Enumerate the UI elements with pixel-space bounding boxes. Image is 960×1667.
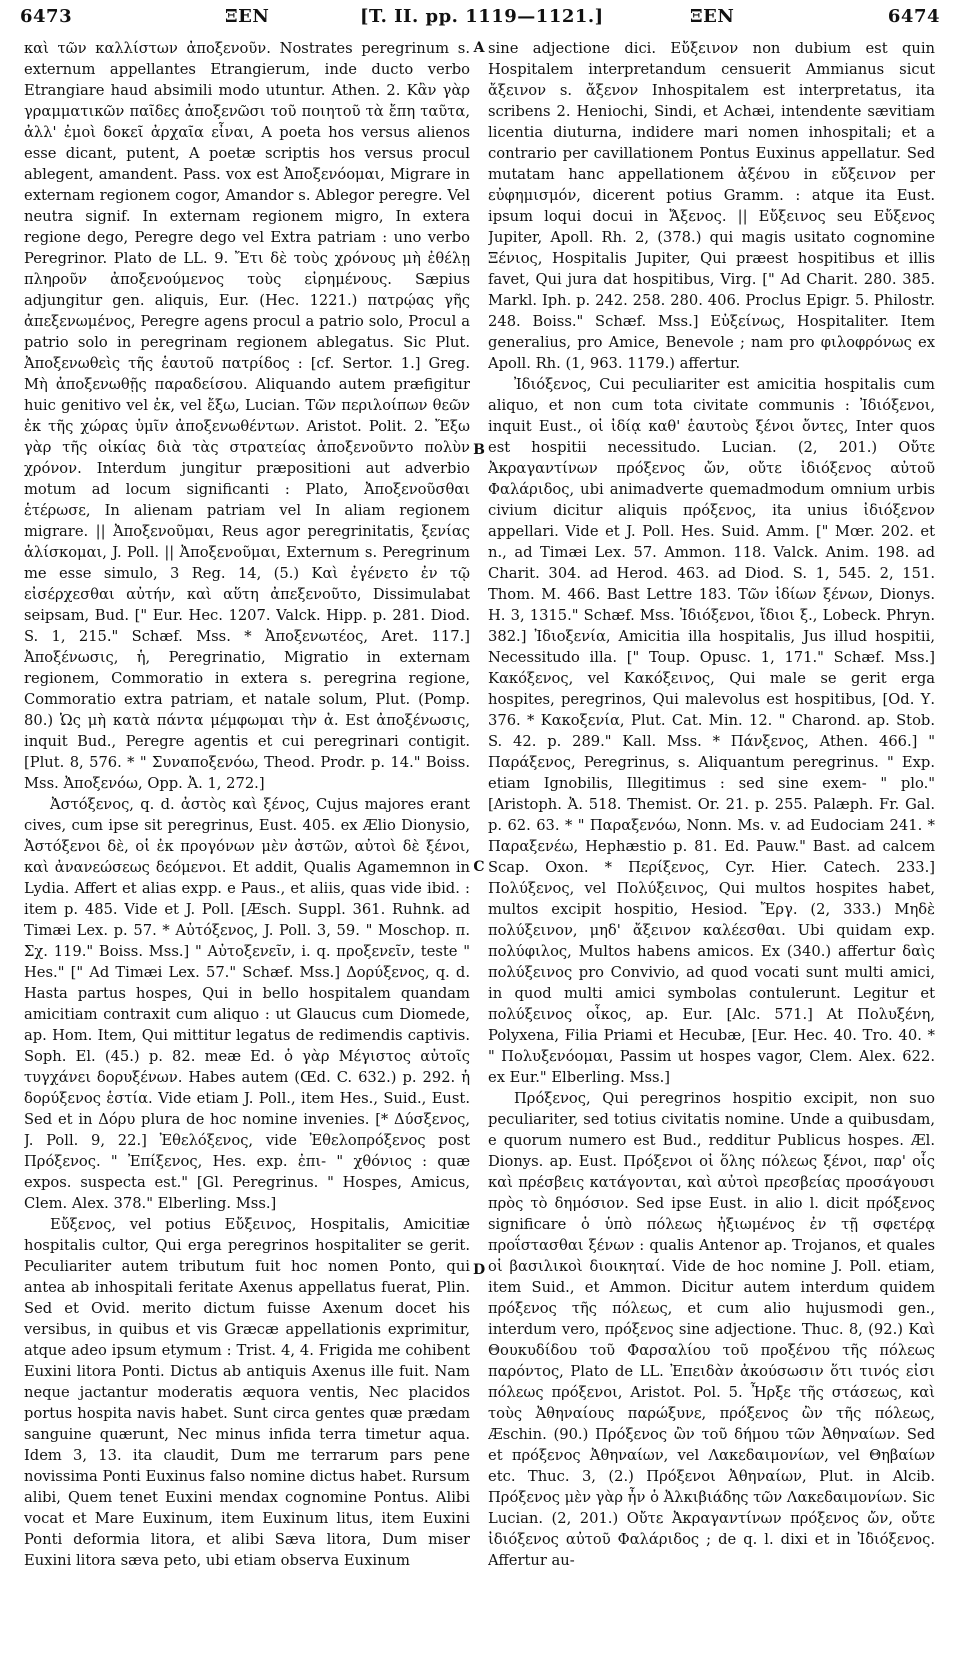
volume-reference: [T. II. pp. 1119—1121.] — [360, 6, 604, 27]
entry-euxeinos-continued: sine adjectione dici. Εὔξεινον non dubium est quin Hospitalem interpretandum censuerit Ammianus sicut ἄξεινον s. ἄξενον Inhospitalem est interpretatus, ita scribens 2. Heniochi, Sindi, et Achæi, intendente sævitiam licentia diuturna, indidere mari nomen inhospitali; et a contrario per cavillationem Pontus Euxinus appellatur. Sed mutatam hanc appellationem ἀξένου in εὔξεινον per εὐφημισμόν, dicerent potius Gramm. : atque ita Eust. ipsum loqui docui in Ἄξενος. || Εὔξεινος seu Εὔξενος Jupiter, Apoll. Rh. 2, (378.) qui magis usitato cognomine Ξένιος, Hospitalis Jupiter, Qui præest hospitibus et illis favet, Qui jura dat hospitibus, Virg. [" Ad Charit. 280. 385. Markl. Iph. p. 242. 258. 280. 406. Proclus Epigr. 5. Philostr. 248. Boiss." Schæf. Mss.] Εὐξείνως, Hospitaliter. Item generalius, pro Amice, Benevole ; nam pro φιλοφρόνως ex Apoll. Rh. (1, 963. 1179.) affertur. — [488, 40, 935, 372]
entry-euxenos: Εὔξενος, vel potius Εὔξεινος, Hospitalis, Amicitiæ hospitalis cultor, Qui erga peregrinos hospitaliter se gerit. Peculiariter autem tributum fuit hoc nomen Ponto, qui antea ab inhospitali feritate Axenus appellatus fuerat, Plin. Sed et Ovid. merito dictum fuisse Axenum docet his versibus, in quibus et vis Græcæ appellationis exprimitur, atque adeo ipsum etymum : Trist. 4, 4. Frigida me cohibent Euxini litora Ponti. Dictus ab antiquis Axenus ille fuit. Nam neque jactantur moderatis æquora ventis, Nec placidos portus hospita navis habet. Sunt circa gentes quæ prædam sanguine quærunt, Nec minus infida terra timetur aqua. Idem 3, 13. ita claudit, Dum me terrarum pars pene novissima Ponti Euxinus falso nomine dictus habet. Rursum alibi, Quem tenet Euxini mendax cognomine Pontus. Alibi vocat et Mare Euxinum, item Euxinum litus, item Euxini Ponti deformia litora, et alibi Sæva litora, Dum miser Euxini litora sæva peto, ubi etiam observa Euxinum — [24, 1216, 470, 1569]
left-column — [24, 38, 470, 1658]
page-number-right: 6474 — [887, 6, 940, 27]
entry-proxenos: Πρόξενος, Qui peregrinos hospitio excipit, non suo peculiariter, sed totius civitatis nomine. Unde a quibusdam, e quorum numero est Bud., redditur Publicus hospes. Æl. Dionys. ap. Eust. Πρόξενοι οἱ ὅλης πόλεως ξένοι, παρ' οἷς καὶ πρέσβεις κατάγονται, καὶ αὐτοὶ πρεσβείας προσάγουσι πρὸς τὸ δημόσιον. Sed ipse Eust. in alio l. dicit πρόξενος significare ὁ ὑπὸ πόλεως ἠξιωμένος ἐν τῇ σφετέρᾳ προΐστασθαι ξένων : qualis Antenor ap. Trojanos, et quales οἱ βασιλικοὶ διοικηταί. Vide de hoc nomine J. Poll. etiam, item Suid., et Ammon. Dicitur autem interdum quidem πρόξενος τῆς πόλεως, et cum alio hujusmodi gen., interdum vero, πρόξενος sine adjectione. Thuc. 8, (92.) Καὶ Θουκυδίδου τοῦ Φαρσαλίου τοῦ προξένου τῆς πόλεως παρόντος, Plato de LL. Ἐπειδὰν ἀκούσωσιν ὅτι τινός εἰσι πόλεως πρόξενοι, Aristot. Pol. 5. Ἦρξε τῆς στάσεως, καὶ τοὺς Ἀθηναίους παρώξυνε, πρόξενος ὢν τῆς πόλεως, Æschin. (90.) Πρόξενος ὢν τοῦ δήμου τῶν Ἀθηναίων. Sed et πρόξενος Ἀθηναίων, vel Λακεδαιμονίων, vel Θηβαίων etc. Thuc. 3, (2.) Πρόξενοι Ἀθηναίων, Plut. in Alcib. Πρόξενος μὲν γὰρ ἦν ὁ Ἀλκιβιάδης τῶν Λακεδαιμονίων. Sic Lucian. (2, 201.) Οὔτε Ἀκραγαντίνων πρόξενος ὤν, οὔτε ἰδιόξενος αὐτοῦ Φαλάριδος ; de q. l. dixi et in Ἰδιόξενος. Affertur au- — [488, 1090, 935, 1569]
margin-letter-c: C — [473, 859, 485, 875]
headword-left: ΞΕΝ — [225, 6, 270, 27]
running-head — [20, 6, 940, 32]
headword-right: ΞΕΝ — [690, 6, 735, 27]
entry-apoxenoo: καὶ τῶν καλλίστων ἀποξενοῦν. Nostrates peregrinum s. externum appellantes Etrangierum, inde ducto verbo Etrangiare haud absimili modo utuntur. Athen. 2. Κἂν γὰρ γραμματικῶν παῖδες ἀποξενῶσι τοῦ ποιητοῦ τὰ ἔπη ταῦτα, ἀλλ' ἐμοὶ δοκεῖ ἀρχαῖα εἶναι, A poeta hos versus alienos esse dicant, putent, A poetæ scriptis hos versus procul ablegent, amandent. Pass. vox est Ἀποξενόομαι, Migrare in externam regionem cogor, Amandor s. Ablegor peregre. Vel neutra signif. In externam regionem migro, In extera regione dego, Peregre dego vel Extra patriam : uno verbo Peregrinor. Plato de LL. 9. Ἔτι δὲ τοὺς χρόνους μὴ ἐθέλῃ πληροῦν ἀποξενούμενος τοὺς εἰρημένους. Sæpius adjungitur gen. aliquis, Eur. (Hec. 1221.) πατρῴας γῆς ἀπεξενωμένος, Peregre agens procul a patrio solo, Procul a patrio solo in peregrinam regionem ablegatus. Sic Plut. Ἀποξενωθεὶς τῆς ἑαυτοῦ πατρίδος : [cf. Sertor. 1.] Greg. Μὴ ἀποξενωθῇς παραδείσου. Aliquando autem præfigitur huic genitivo vel ἐκ, vel ἔξω, Lucian. Τῶν περιλοίπων θεῶν ἐκ τῆς χώρας ὑμῖν ἀποξενωθέντων. Aristot. Polit. 2. Ἔξω γὰρ τῆς οἰκίας διὰ τὰς στρατείας ἀποξενοῦντο πολὺν χρόνον. Interdum jungitur præpositioni aut adverbio motum ad locum significanti : Plato, Ἀποξενοῦσθαι ἑτέρωσε, In alienam patriam vel In aliam regionem migrare. || Ἀποξενοῦμαι, Reus agor peregrinitatis, ξενίας ἁλίσκομαι, J. Poll. || Ἀποξενοῦμαι, Externum s. Peregrinum me esse simulo, 3 Reg. 14, (5.) Καὶ ἐγένετο ἐν τῷ εἰσέρχεσθαι αὐτήν, καὶ αὕτη ἀπεξενοῦτο, Dissimulabat seipsam, Bud. [" Eur. Hec. 1207. Valck. Hipp. p. 281. Diod. S. 1, 215." Schæf. Mss. * Ἀποξενωτέος, Aret. 117.] Ἀποξένωσις, ἡ, Peregrinatio, Migratio in externam regionem, Commoratio in extera s. peregrina regione, Commoratio extra patriam, et natale solum, Plut. (Pomp. 80.) Ὡς μὴ κατὰ πάντα μέμφωμαι τὴν ἀ. Est ἀποξένωσις, inquit Bud., Peregre agentis et cui peregrinari contigit. [Plut. 8, 576. * " Συναποξενόω, Theod. Prodr. p. 14." Boiss. Mss. Ἀποξενόω, Opp. Ἀ. 1, 272.] — [24, 40, 470, 792]
margin-letter-d: D — [473, 1262, 486, 1278]
page-number-left: 6473 — [20, 6, 73, 27]
entry-idioxenos: Ἰδιόξενος, Cui peculiariter est amicitia hospitalis cum aliquo, et non cum tota civitate communis : Ἰδιόξενοι, inquit Eust., οἱ ἰδίᾳ καθ' ἑαυτοὺς ξένοι ὄντες, Inter quos est hospitii necessitudo. Lucian. (2, 201.) Οὔτε Ἀκραγαντίνων πρόξενος ὤν, οὔτε ἰδιόξενος αὐτοῦ Φαλάριδος, ubi animadverte quemadmodum omnium urbis civium dicitur aliquis πρόξενος, ita unius ἰδιόξενον appellari. Vide et J. Poll. Hes. Suid. Amm. [" Mœr. 202. et n., ad Timæi Lex. 57. Ammon. 118. Valck. Anim. 198. ad Charit. 304. ad Herod. 463. ad Diod. S. 1, 545. 2, 151. Thom. M. 466. Bast Lettre 183. Τῶν ἰδίων ξένων, Dionys. H. 3, 1315." Schæf. Mss. Ἰδιόξενοι, ἴδιοι ξ., Lobeck. Phryn. 382.] Ἰδιοξενία, Amicitia illa hospitalis, Jus illud hospitii, Necessitudo illa. [" Toup. Opusc. 1, 171." Schæf. Mss.] Κακόξενος, vel Κακόξεινος, Qui male se gerit erga hospites, peregrinos, Qui malevolus est hospitibus, [Od. Υ. 376. * Κακοξενία, Plut. Cat. Min. 12. " Charond. ap. Stob. S. 42. p. 289." Kall. Mss. * Πάνξενος, Athen. 466.] " Παράξενος, Peregrinus, s. Aliquantum peregrinus. " Exp. etiam Ignobilis, Illegitimus : sed sine exem- " plo." [Aristoph. Ἀ. 518. Themist. Or. 21. p. 255. Palæph. Fr. Gal. p. 62. 63. * " Παραξενόω, Nonn. Ms. v. ad Eudociam 241. * Παραξενέω, Hephæstio p. 81. Ed. Pauw." Bast. ad calcem Scap. Oxon. * Περίξενος, Cyr. Hier. Catech. 233.] Πολύξενος, vel Πολύξεινος, Qui multos hospites habet, multos excipit hospitio, Hesiod. Ἔργ. (2, 333.) Μηδὲ πολύξεινον, μηδ' ἄξεινον καλέεσθαι. Ubi quidam exp. πολύφιλος, Multos habens amicos. Ex (340.) affertur δαὶς πολύξεινος pro Convivio, ad quod vocati sunt multi amici, in quod multi amici symbolas contulerunt. Legitur et πολύξεινος οἶκος, ap. Eur. [Alc. 571.] At Πολυξένη, Polyxena, Filia Priami et Hecubæ, [Eur. Hec. 40. Tro. 40. * " Πολυξενόομαι, Passim ut hospes vagor, Clem. Alex. 622. ex Eur." Elberling. Mss.] — [488, 376, 935, 1086]
right-column — [488, 38, 935, 1658]
margin-letter-a: A — [473, 40, 485, 56]
entry-astoxenos: Ἀστόξενος, q. d. ἀστὸς καὶ ξένος, Cujus majores erant cives, cum ipse sit peregrinus, Eust. 405. ex Ælio Dionysio, Ἀστόξενοι δὲ, οἱ ἐκ προγόνων μὲν ἀστῶν, αὐτοὶ δὲ ξένοι, καὶ ἀνανεώσεως δεόμενοι. Et addit, Qualis Agamemnon in Lydia. Affert et alias expp. e Paus., et aliis, quas vide ibid. : item p. 485. Vide et J. Poll. [Æsch. Suppl. 361. Ruhnk. ad Timæi Lex. p. 57. * Αὐτόξενος, J. Poll. 3, 59. " Moschop. π. Σχ. 119." Boiss. Mss.] " Αὐτοξενεῖν, i. q. προξενεῖν, teste " Hes." [" Ad Timæi Lex. 57." Schæf. Mss.] Δορύξενος, q. d. Hasta partus hospes, Qui in bello hospitalem quandam amicitiam contraxit cum aliquo : ut Glaucus cum Diomede, ap. Hom. Item, Qui mittitur legatus de redimendis captivis. Soph. El. (45.) p. 82. meæ Ed. ὁ γὰρ Μέγιστος αὐτοῖς τυγχάνει δορυξένων. Habes autem (Œd. C. 632.) p. 292. ἡ δορύξενος ἑστία. Vide etiam J. Poll., item Hes., Suid., Eust. Sed et in Δόρυ plura de hoc nomine invenies. [* Δύσξενος, J. Poll. 9, 22.] Ἐθελόξενος, vide Ἐθελοπρόξενος post Πρόξενος. " Ἐπίξενος, Hes. exp. ἐπι- " χθόνιος : quæ expos. suspecta est." [Gl. Peregrinus. " Hospes, Amicus, Clem. Alex. 378." Elberling. Mss.] — [24, 796, 470, 1212]
margin-letter-b: B — [473, 442, 485, 458]
